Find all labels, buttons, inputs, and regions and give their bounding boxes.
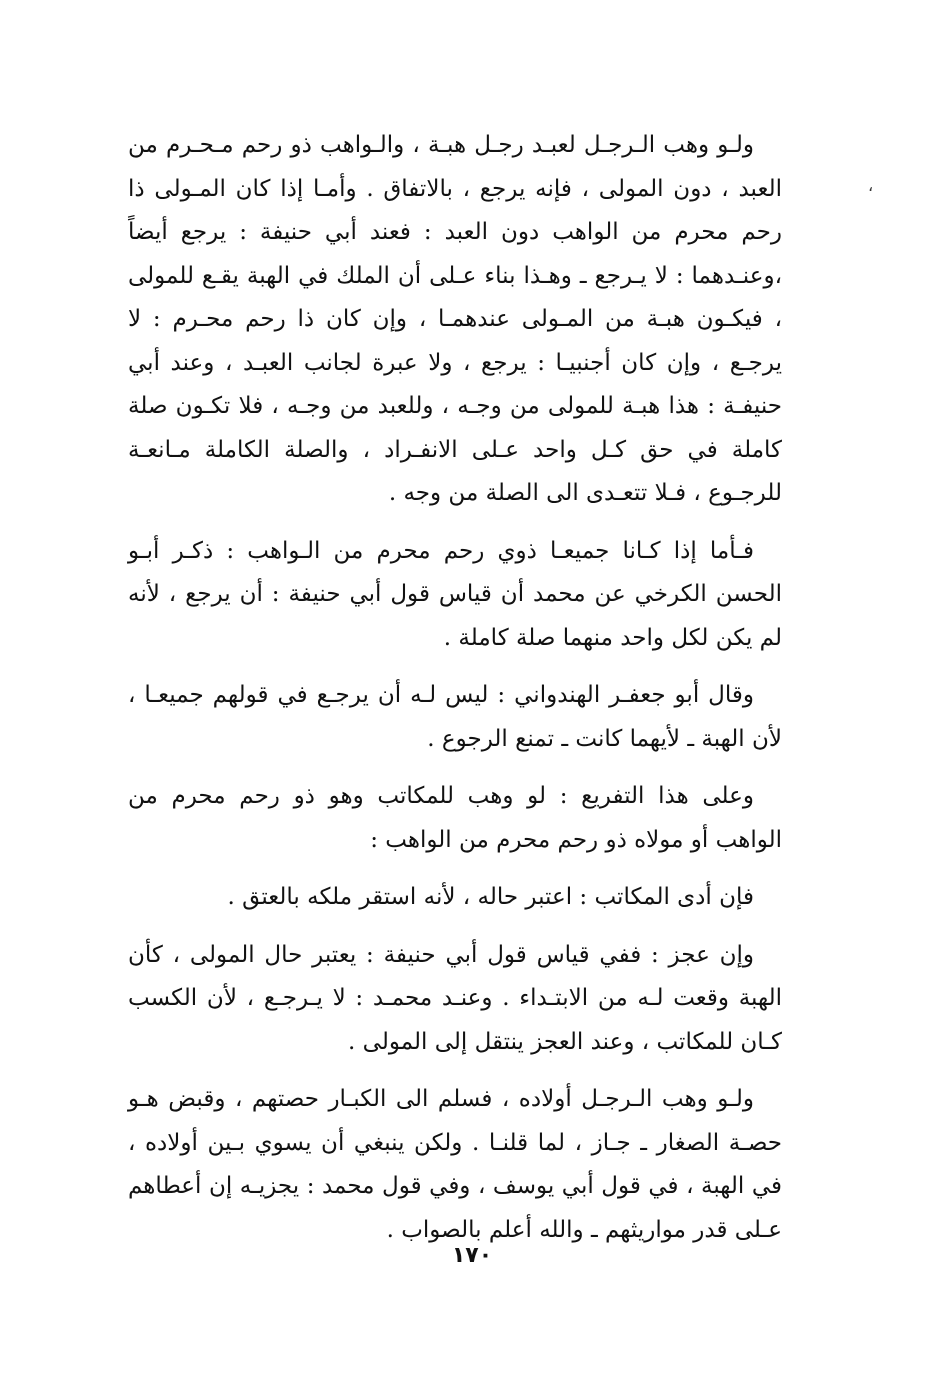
paragraph: وقال أبو جعفـر الهندواني : ليس لـه أن يرجـع في قولهم جميعـا ، لأن الهبة ـ لأيهما كانت ـ تمنع الرجوع . — [128, 682, 782, 752]
paragraph: وإن عجز : ففي قياس قول أبي حنيفة : يعتبر حال المولى ، كأن الهبة وقعت لـه من الابتـداء . وعنـد محمـد : لا يـرجـع ، لأن الكسب كـان للمكاتب ، وعند العجز ينتقل إلى المولى . — [128, 941, 782, 1055]
margin-mark: ، — [868, 176, 874, 195]
paragraph: وعلى هذا التفريع : لو وهب للمكاتب وهو ذو رحم محرم من الواهب أو مولاه ذو رحم محرم من الواهب : — [128, 783, 782, 853]
page-number: ١٧٠ — [451, 1243, 493, 1268]
paragraph: ولـو وهب الـرجـل أولاده ، فسلم الى الكبـار حصتهم ، وقبض هـو حصـة الصغار ـ جـاز ، لما قلنـا . ولكن ينبغي أن يسوي بـين أولاده ، في الهبة ، في قول أبي يوسف ، وفي قول محمد : يجزيـه إن أعطاهم عـلى قدر مواريثهم ـ والله أعلم بالصواب . — [128, 1086, 782, 1243]
paragraph: فـأما إذا كـانا جميعـا ذوي رحم محرم من الـواهب : ذكـر أبـو الحسن الكرخي عن محمد أن قياس قول أبي حنيفة : أن يرجع ، لأنه لم يكن لكل واحد منهما صلة كاملة . — [128, 537, 782, 651]
body-text — [128, 124, 782, 1266]
paragraph: ولـو وهب الـرجـل لعبـد رجـل هبـة ، والـواهب ذو رحم مـحـرم من العبد ، دون المولى ، فإنه يرجع ، بالاتفاق . وأمـا إذا كان المـولى ذا رحم محرم من الواهب دون العبد : فعند أبي حنيفة : يرجع أيضاً ،وعنـدهما : لا يـرجع ـ وهـذا بناء عـلى أن الملك في الهبة يقـع للمولى ، فيكـون هبـة من المـولى عندهمـا ، وإن كان ذا رحم محـرم : لا يرجـع ، وإن كان أجنبيـا : يرجع ، ولا عبرة لجانب العبـد ، وعند أبي حنيفـة : هذا هبـة للمولى من وجـه ، وللعبد من وجـه ، فلا تكـون صلة كاملة في حق كـل واحد عـلى الانفـراد ، والصلة الكاملة مـانعـة للرجـوع ، فـلا تتعـدى الى الصلة من وجه . — [128, 132, 782, 506]
paragraph: فإن أدى المكاتب : اعتبر حاله ، لأنه استقر ملكه بالعتق . — [227, 884, 754, 910]
